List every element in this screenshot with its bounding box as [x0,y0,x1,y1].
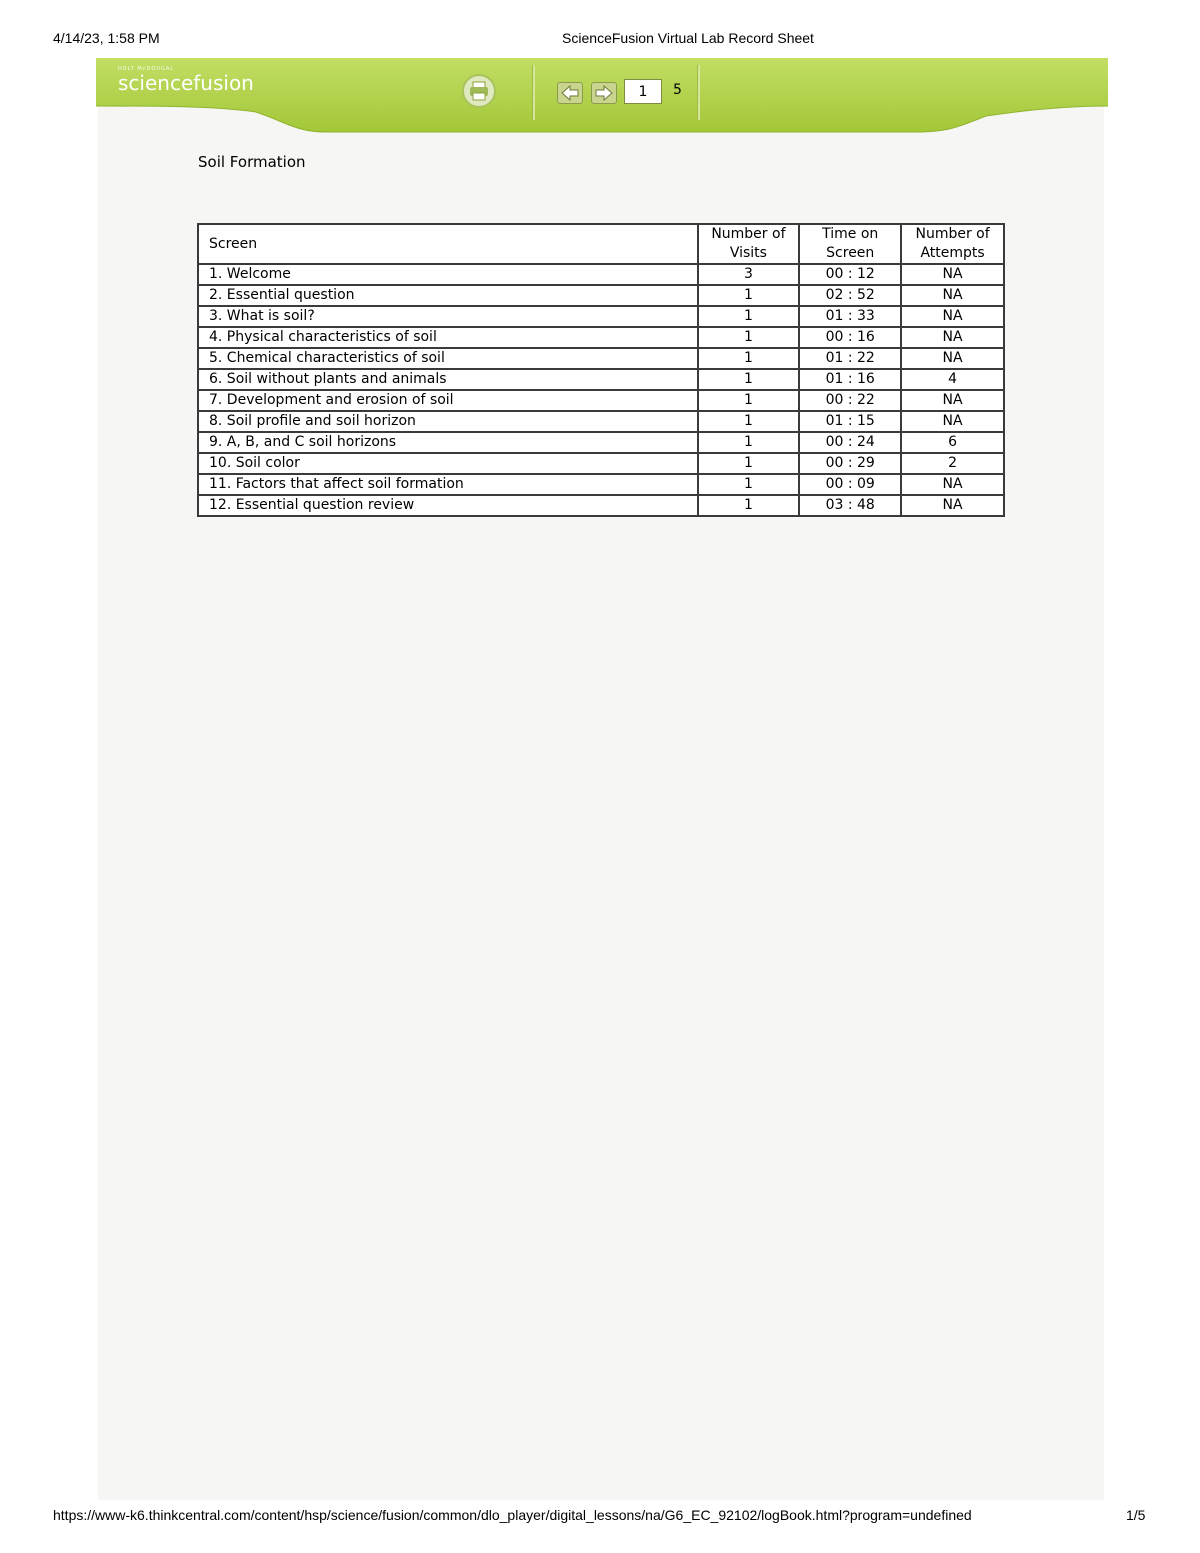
lesson-title: Soil Formation [198,153,306,171]
cell-time: 01 : 15 [799,411,901,432]
cell-attempts: 4 [901,369,1004,390]
logo-text: sciencefusion [118,71,254,95]
toolbar-separator [697,65,700,120]
print-url: https://www-k6.thinkcentral.com/content/hsp/science/fusion/common/dlo_player/digital_lessons/na/G6_EC_92102/logBook.html?program=undefined [53,1507,972,1523]
lab-record-table [197,223,1005,517]
table-row [198,369,1004,390]
cell-visits: 1 [698,495,800,516]
arrow-left-icon [558,83,582,103]
print-footer [0,1505,1200,1525]
arrow-right-icon [592,83,616,103]
table-row [198,411,1004,432]
cell-visits: 1 [698,453,800,474]
cell-attempts: NA [901,285,1004,306]
header-attempts [901,224,1004,264]
cell-time: 00 : 12 [799,264,901,285]
print-page-number: 1/5 [1126,1507,1146,1523]
cell-attempts: NA [901,264,1004,285]
table-row [198,264,1004,285]
cell-screen: 6. Soil without plants and animals [198,369,698,390]
cell-visits: 1 [698,474,800,495]
cell-attempts: 6 [901,432,1004,453]
cell-visits: 1 [698,369,800,390]
header-attempts-line1: Number of [915,226,990,242]
table-row [198,474,1004,495]
cell-attempts: NA [901,474,1004,495]
table-row [198,285,1004,306]
print-doc-title: ScienceFusion Virtual Lab Record Sheet [562,30,814,46]
header-time [799,224,901,264]
cell-attempts: NA [901,348,1004,369]
header-attempts-line2: Attempts [920,245,985,261]
cell-screen: 5. Chemical characteristics of soil [198,348,698,369]
cell-visits: 3 [698,264,800,285]
table-row [198,327,1004,348]
cell-screen: 12. Essential question review [198,495,698,516]
table-header-row [198,224,1004,264]
table-row [198,453,1004,474]
header-time-line2: Screen [826,245,875,261]
cell-time: 01 : 22 [799,348,901,369]
next-page-button[interactable] [591,82,617,104]
cell-attempts: NA [901,495,1004,516]
cell-attempts: NA [901,306,1004,327]
cell-screen: 9. A, B, and C soil horizons [198,432,698,453]
print-datetime: 4/14/23, 1:58 PM [53,30,160,46]
cell-time: 03 : 48 [799,495,901,516]
cell-visits: 1 [698,432,800,453]
header-time-line1: Time on [822,226,879,242]
header-visits-line2: Visits [729,245,767,261]
toolbar [96,56,1108,134]
printer-icon [464,76,494,106]
print-header [0,28,1200,50]
cell-time: 00 : 29 [799,453,901,474]
cell-screen: 1. Welcome [198,264,698,285]
toolbar-separator [532,65,535,120]
cell-visits: 1 [698,411,800,432]
cell-visits: 1 [698,348,800,369]
page-number-input[interactable] [624,79,662,104]
cell-screen: 8. Soil profile and soil horizon [198,411,698,432]
cell-screen: 7. Development and erosion of soil [198,390,698,411]
cell-time: 01 : 33 [799,306,901,327]
header-visits [698,224,800,264]
cell-screen: 10. Soil color [198,453,698,474]
cell-attempts: NA [901,390,1004,411]
print-button[interactable] [462,74,496,108]
page-total: 5 [673,82,682,98]
logo-publisher: HOLT McDOUGAL [118,66,175,72]
cell-visits: 1 [698,285,800,306]
cell-screen: 4. Physical characteristics of soil [198,327,698,348]
cell-screen: 11. Factors that affect soil formation [198,474,698,495]
cell-time: 01 : 16 [799,369,901,390]
cell-screen: 3. What is soil? [198,306,698,327]
cell-attempts: NA [901,411,1004,432]
sciencefusion-logo [118,66,254,95]
cell-visits: 1 [698,390,800,411]
table-row [198,348,1004,369]
table-row [198,306,1004,327]
header-screen: Screen [198,224,698,264]
cell-visits: 1 [698,306,800,327]
previous-page-button[interactable] [557,82,583,104]
cell-time: 00 : 22 [799,390,901,411]
table-row [198,432,1004,453]
cell-time: 00 : 24 [799,432,901,453]
cell-time: 02 : 52 [799,285,901,306]
table-row [198,495,1004,516]
cell-attempts: NA [901,327,1004,348]
header-visits-line1: Number of [711,226,786,242]
cell-visits: 1 [698,327,800,348]
cell-time: 00 : 16 [799,327,901,348]
table-row [198,390,1004,411]
cell-screen: 2. Essential question [198,285,698,306]
cell-attempts: 2 [901,453,1004,474]
cell-time: 00 : 09 [799,474,901,495]
